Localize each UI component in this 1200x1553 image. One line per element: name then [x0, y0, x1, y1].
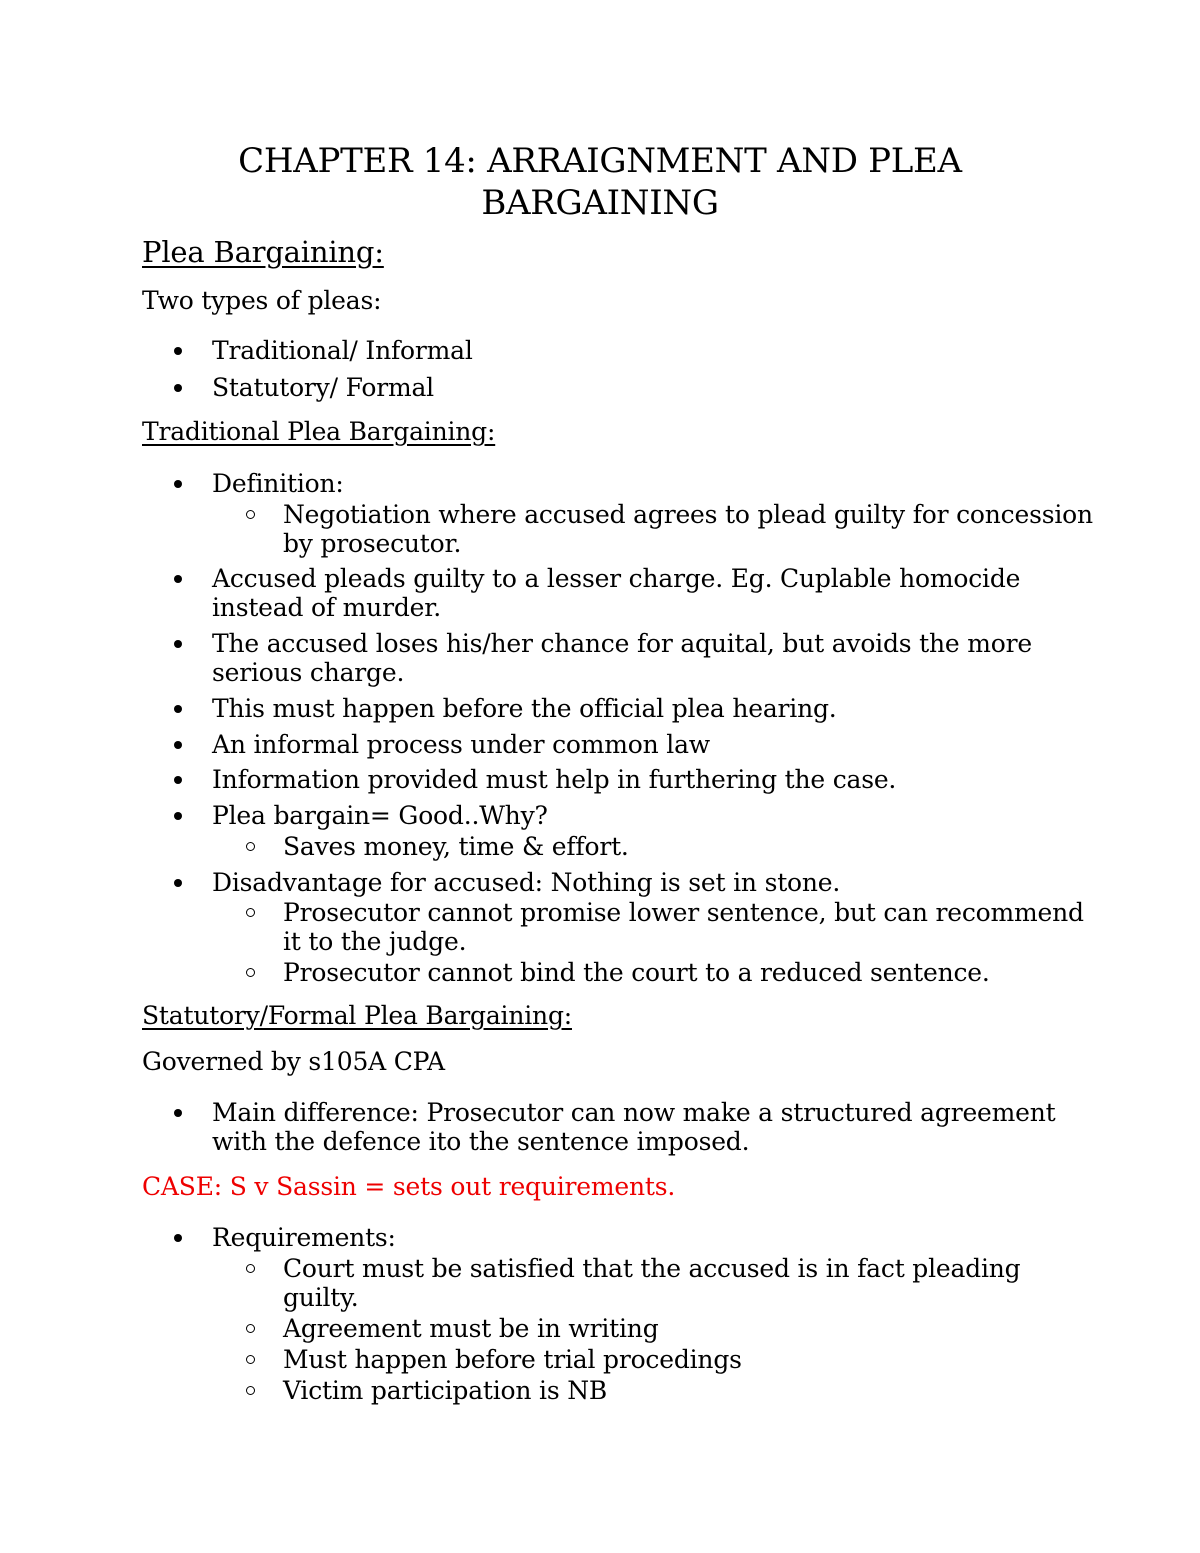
- req-satisfied-line-2: guilty.: [283, 1283, 359, 1312]
- requirements-label: Requirements:: [212, 1223, 396, 1252]
- req-writing: Agreement must be in writing: [283, 1314, 659, 1343]
- cannot-bind: Prosecutor cannot bind the court to a reduced sentence.: [283, 958, 990, 987]
- lesser-charge-line-2: instead of murder.: [212, 593, 441, 622]
- case-reference: CASE: S v Sassin = sets out requirements.: [142, 1172, 676, 1201]
- before-hearing: This must happen before the official plea hearing.: [212, 694, 837, 723]
- statutory-heading: Statutory/Formal Plea Bargaining:: [142, 1001, 572, 1030]
- type-statutory: Statutory/ Formal: [212, 373, 434, 402]
- main-difference-line-1: Main difference: Prosecutor can now make a structured agreement: [212, 1098, 1056, 1127]
- bullet-icon: [174, 741, 182, 749]
- hollow-bullet-icon: [246, 842, 255, 851]
- disadvantage: Disadvantage for accused: Nothing is set in stone.: [212, 868, 841, 897]
- bullet-icon: [174, 575, 182, 583]
- lesser-charge-line-1: Accused pleads guilty to a lesser charge. Eg. Cuplable homocide: [212, 564, 1021, 593]
- informal-process: An informal process under common law: [212, 730, 710, 759]
- governed-by: Governed by s105A CPA: [142, 1047, 445, 1076]
- bullet-icon: [174, 1109, 182, 1117]
- hollow-bullet-icon: [246, 1355, 255, 1364]
- loses-chance-line-2: serious charge.: [212, 658, 405, 687]
- cannot-promise-line-2: it to the judge.: [283, 927, 467, 956]
- loses-chance-line-1: The accused loses his/her chance for aquital, but avoids the more: [212, 629, 1032, 658]
- hollow-bullet-icon: [246, 510, 255, 519]
- definition-text-line-1: Negotiation where accused agrees to plead guilty for concession: [283, 500, 1093, 529]
- req-victim: Victim participation is NB: [283, 1376, 608, 1405]
- bullet-icon: [174, 776, 182, 784]
- cannot-promise-line-1: Prosecutor cannot promise lower sentence, but can recommend: [283, 898, 1084, 927]
- main-difference-line-2: with the defence ito the sentence imposed.: [212, 1127, 750, 1156]
- chapter-title-line-1: CHAPTER 14: ARRAIGNMENT AND PLEA: [238, 141, 962, 181]
- bullet-icon: [174, 705, 182, 713]
- chapter-title-line-2: BARGAINING: [481, 183, 719, 223]
- type-traditional: Traditional/ Informal: [212, 336, 473, 365]
- req-satisfied-line-1: Court must be satisfied that the accused is in fact pleading: [283, 1254, 1021, 1283]
- req-before-trial: Must happen before trial procedings: [283, 1345, 742, 1374]
- bullet-icon: [174, 384, 182, 392]
- bullet-icon: [174, 480, 182, 488]
- definition-label: Definition:: [212, 469, 344, 498]
- types-intro: Two types of pleas:: [142, 286, 382, 315]
- plea-bargaining-heading: Plea Bargaining:: [142, 235, 384, 269]
- hollow-bullet-icon: [246, 1324, 255, 1333]
- good-why: Plea bargain= Good..Why?: [212, 801, 548, 830]
- bullet-icon: [174, 879, 182, 887]
- hollow-bullet-icon: [246, 908, 255, 917]
- saves-money: Saves money, time & effort.: [283, 832, 629, 861]
- bullet-icon: [174, 640, 182, 648]
- bullet-icon: [174, 812, 182, 820]
- definition-text-line-2: by prosecutor.: [283, 529, 462, 558]
- hollow-bullet-icon: [246, 968, 255, 977]
- information-provided: Information provided must help in furthering the case.: [212, 765, 897, 794]
- bullet-icon: [174, 347, 182, 355]
- traditional-heading: Traditional Plea Bargaining:: [142, 417, 496, 446]
- hollow-bullet-icon: [246, 1264, 255, 1273]
- hollow-bullet-icon: [246, 1386, 255, 1395]
- bullet-icon: [174, 1234, 182, 1242]
